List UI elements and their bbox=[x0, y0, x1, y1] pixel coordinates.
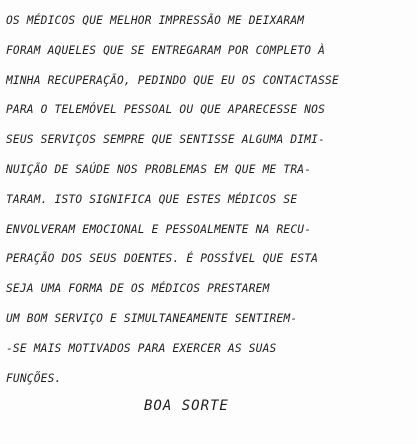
text-line-5: SEUS SERVIÇOS SEMPRE QUE SENTISSE ALGUMA DIMI- bbox=[6, 133, 326, 147]
text-line-8: ENVOLVERAM EMOCIONAL E PESSOALMENTE NA RECU- bbox=[6, 222, 312, 236]
text-line-2: FORAM AQUELES QUE SE ENTREGARAM POR COMPLETO À bbox=[6, 43, 326, 57]
text-line-4: PARA O TELEMÓVEL PESSOAL OU QUE APARECESSE NOS bbox=[6, 103, 326, 117]
text-line-10: SEJA UMA FORMA DE OS MÉDICOS PRESTAREM bbox=[6, 282, 270, 296]
text-line-13: FUNÇÕES. bbox=[6, 371, 62, 385]
text-line-11: UM BOM SERVIÇO E SIMULTANEAMENTE SENTIREM- bbox=[6, 311, 298, 325]
text-line-3: MINHA RECUPERAÇÃO, PEDINDO QUE EU OS CONTACTASSE bbox=[6, 73, 339, 87]
text-line-12: -SE MAIS MOTIVADOS PARA EXERCER AS SUAS bbox=[6, 341, 277, 355]
signoff-text: BOA SORTE bbox=[144, 398, 229, 414]
text-line-7: TARAM. ISTO SIGNIFICA QUE ESTES MÉDICOS SE bbox=[6, 192, 298, 206]
text-line-1: OS MÉDICOS QUE MELHOR IMPRESSÃO ME DEIXARAM bbox=[6, 14, 305, 27]
text-line-9: PERAÇÃO DOS SEUS DOENTES. É POSSÍVEL QUE ESTA bbox=[6, 252, 319, 266]
handwritten-text bbox=[6, 6, 411, 393]
text-line-6: NUIÇÃO DE SAÚDE NOS PROBLEMAS EM QUE ME TRA- bbox=[6, 162, 312, 176]
